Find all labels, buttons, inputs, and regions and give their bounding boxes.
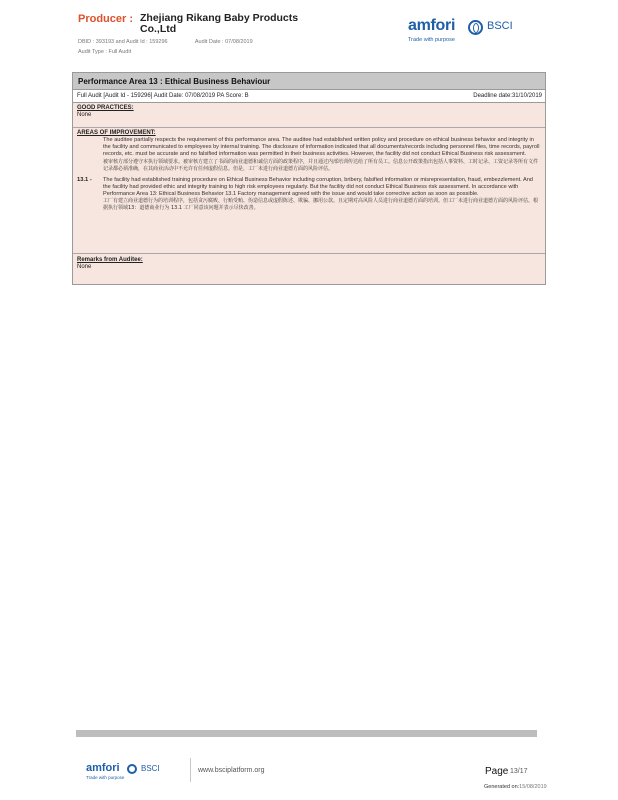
card-subtitle: Full Audit [Audit Id - 159296] Audit Date: 07/08/2019 PA Score: B <box>77 93 249 99</box>
remarks-heading: Remarks from Auditee: <box>77 257 143 263</box>
producer-name: Zhejiang Rikang Baby Products Co.,Ltd <box>140 12 299 35</box>
card-subtitle-row <box>73 90 545 103</box>
producer-label: Producer : <box>78 13 134 25</box>
good-practices-section <box>73 103 545 128</box>
logo-ring-icon <box>468 20 483 35</box>
finding-zh: 工厂有建立商业道德行为的培训程序，包括贪污腐败、行贿受贿、伪造信息或虚假陈述、欺骗、挪用公款。且定期对高风险人员进行商业道德方面的培训。但工厂未进行商业道德方面的风险评估。根据执行领域13：道德商业行为 13.1 工厂同意该问题并表示尽快改善。 <box>103 198 539 212</box>
footer-logo-ring-icon <box>127 764 137 774</box>
generated-date: 15/08/2019 <box>519 784 547 790</box>
audit-date-text: Audit Date : 07/08/2019 <box>194 39 253 45</box>
logo-word: amfori <box>408 17 456 34</box>
audit-type-text: Audit Type : Full Audit <box>78 49 132 55</box>
card-title: Performance Area 13 : Ethical Business Behaviour <box>73 73 545 90</box>
finding-item <box>77 177 541 212</box>
logo-tagline: Trade with purpose <box>408 37 455 43</box>
footer-logo-bsci: BSCI <box>141 764 160 773</box>
generated-on <box>484 784 547 790</box>
footer-logo <box>86 762 176 782</box>
platform-url[interactable]: www.bsciplatform.org <box>198 767 265 774</box>
audit-meta <box>78 39 279 45</box>
finding-number: 13.1 - <box>77 176 92 183</box>
performance-area-card <box>72 72 546 285</box>
areas-heading: AREAS OF IMPROVEMENT: <box>77 130 156 136</box>
deadline-date: Deadline date:31/10/2019 <box>473 93 542 99</box>
areas-intro-zh: 被审核方部分遵守本执行领域要求。被审核方建立了书面的商业道德和诚信方面的政策程序，并且通过内部培训传达给了所有员工。信息公开政策指出包括人事资料、工时记录、工资记录等所有文件记录都必须准确，在其商业活动中不允许有任何虚假信息。但是，工厂未进行商业道德方面的风险评估。 <box>103 158 539 172</box>
footer-logo-word: amfori <box>86 762 120 774</box>
page-label: Page <box>485 766 509 777</box>
footer-divider <box>190 758 191 782</box>
dbid-text: DBID : 393193 and Audit Id : 159296 <box>78 39 168 45</box>
good-practices-value: None <box>77 112 92 119</box>
good-practices-heading: GOOD PRACTICES: <box>77 105 134 111</box>
footer-logo-tagline: Trade with purpose <box>86 775 125 780</box>
finding-en: The facility had established training procedure on Ethical Business Behavior including corruption, bribery, falsified information or misrepresentation, fraud, embezzlement. And the facility had provided ethic and integrity training to high risk employees regularly. But the facility did not conduct Ethical Business risk assessment. In accordance with Performance Area 13: Ethical Business Behavior 13.1 Factory management agreed with the issue and would take corrective action as soon as possible. <box>103 176 533 197</box>
amfori-bsci-logo <box>408 17 548 47</box>
generated-label: Generated on: <box>484 784 520 790</box>
areas-of-improvement-section <box>73 128 545 254</box>
remarks-section <box>73 254 545 275</box>
remarks-value: None <box>77 264 92 271</box>
footer-bar <box>76 730 537 737</box>
areas-intro-en: The auditee partially respects the requirement of this performance area. The auditee had established written policy and procedure on ethical business behavior and integrity in the facility and communicated to employees by internal training. The disclosure of information indicated that all documents/records including personnel files, time records, payroll records, etc. must be accurate and no falsified information was permitted in their business activities. However, the facility did not conduct Ethical Business risk assessment. <box>103 137 540 158</box>
page-number: 13/17 <box>510 768 528 775</box>
logo-bsci: BSCI <box>487 20 513 32</box>
